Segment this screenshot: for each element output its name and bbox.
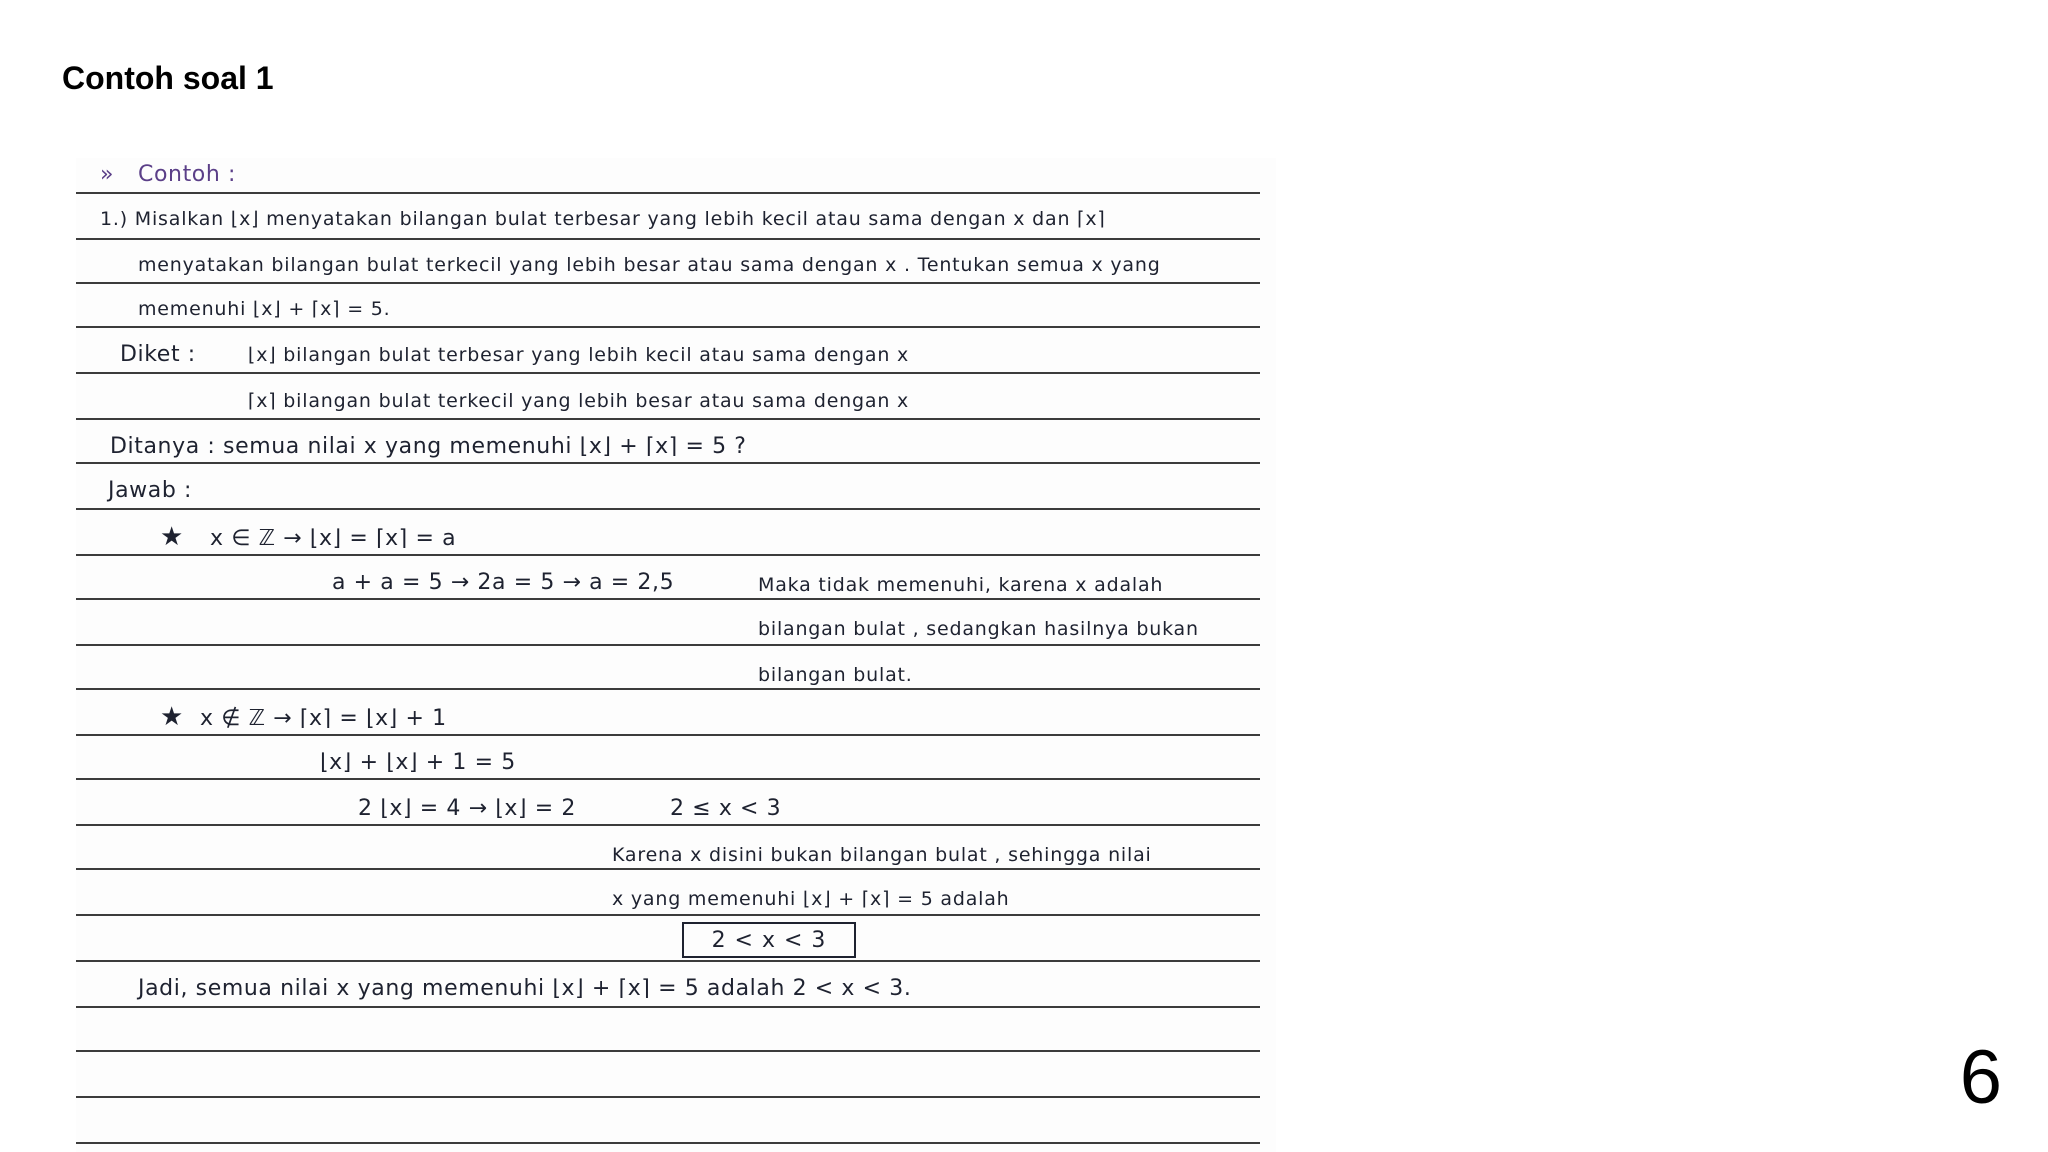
case-1-note-3: bilangan bulat.	[758, 664, 913, 686]
ruled-line	[76, 372, 1260, 374]
case-2-note-2: x yang memenuhi ⌊x⌋ + ⌈x⌉ = 5 adalah	[612, 888, 1010, 910]
conclusion-line: Jadi, semua nilai x yang memenuhi ⌊x⌋ + ⌈x⌉ = 5 adalah 2 < x < 3.	[138, 976, 912, 1001]
ruled-line	[76, 734, 1260, 736]
ruled-line	[76, 282, 1260, 284]
ruled-line	[76, 326, 1260, 328]
diket-line-1: ⌊x⌋ bilangan bulat terbesar yang lebih kecil atau sama dengan x	[248, 344, 910, 366]
ruled-line	[76, 508, 1260, 510]
diket-label: Diket :	[120, 342, 196, 367]
case-1-calculation: a + a = 5 → 2a = 5 → a = 2,5	[332, 570, 675, 595]
slide-title: Contoh soal 1	[62, 60, 274, 96]
star-bullet-icon: ★	[160, 522, 184, 552]
case-1-note-2: bilangan bulat , sedangkan hasilnya bukan	[758, 618, 1199, 640]
heading-marker: »	[100, 162, 115, 187]
ruled-line	[76, 824, 1260, 826]
handwritten-notes-image	[76, 158, 1276, 1152]
ruled-line	[76, 960, 1260, 962]
ruled-line	[76, 192, 1260, 194]
case-2-condition: x ∉ ℤ → ⌈x⌉ = ⌊x⌋ + 1	[200, 706, 447, 731]
ruled-line	[76, 418, 1260, 420]
slide-number: 6	[1959, 1035, 2002, 1120]
case-1-condition: x ∈ ℤ → ⌊x⌋ = ⌈x⌉ = a	[210, 526, 457, 551]
ruled-line	[76, 778, 1260, 780]
case-2-calculation-1: ⌊x⌋ + ⌊x⌋ + 1 = 5	[320, 750, 516, 775]
problem-line-1: 1.) Misalkan ⌊x⌋ menyatakan bilangan bulat terbesar yang lebih kecil atau sama dengan x dan ⌈x⌉	[100, 208, 1106, 230]
problem-line-3: memenuhi ⌊x⌋ + ⌈x⌉ = 5.	[138, 298, 391, 320]
ruled-line	[76, 868, 1260, 870]
ruled-line	[76, 688, 1260, 690]
case-2-range: 2 ≤ x < 3	[670, 796, 782, 821]
ruled-line	[76, 1142, 1260, 1144]
ruled-line	[76, 462, 1260, 464]
notes-heading: Contoh :	[138, 162, 236, 187]
problem-line-2: menyatakan bilangan bulat terkecil yang lebih besar atau sama dengan x . Tentukan semua x yang	[138, 254, 1161, 276]
ditanya-line: Ditanya : semua nilai x yang memenuhi ⌊x⌋ + ⌈x⌉ = 5 ?	[110, 434, 747, 459]
boxed-answer	[682, 922, 856, 958]
ruled-line	[76, 554, 1260, 556]
case-2-calculation-2: 2 ⌊x⌋ = 4 → ⌊x⌋ = 2	[358, 796, 577, 821]
ruled-line	[76, 644, 1260, 646]
diket-line-2: ⌈x⌉ bilangan bulat terkecil yang lebih besar atau sama dengan x	[248, 390, 910, 412]
ruled-line	[76, 1006, 1260, 1008]
star-bullet-icon: ★	[160, 702, 184, 732]
boxed-answer-text: 2 < x < 3	[711, 927, 827, 953]
ruled-line	[76, 1096, 1260, 1098]
ruled-line	[76, 238, 1260, 240]
case-2-note-1: Karena x disini bukan bilangan bulat , sehingga nilai	[612, 844, 1152, 866]
ruled-line	[76, 1050, 1260, 1052]
case-1-note-1: Maka tidak memenuhi, karena x adalah	[758, 574, 1164, 596]
ruled-line	[76, 914, 1260, 916]
jawab-label: Jawab :	[108, 478, 193, 503]
ruled-line	[76, 598, 1260, 600]
